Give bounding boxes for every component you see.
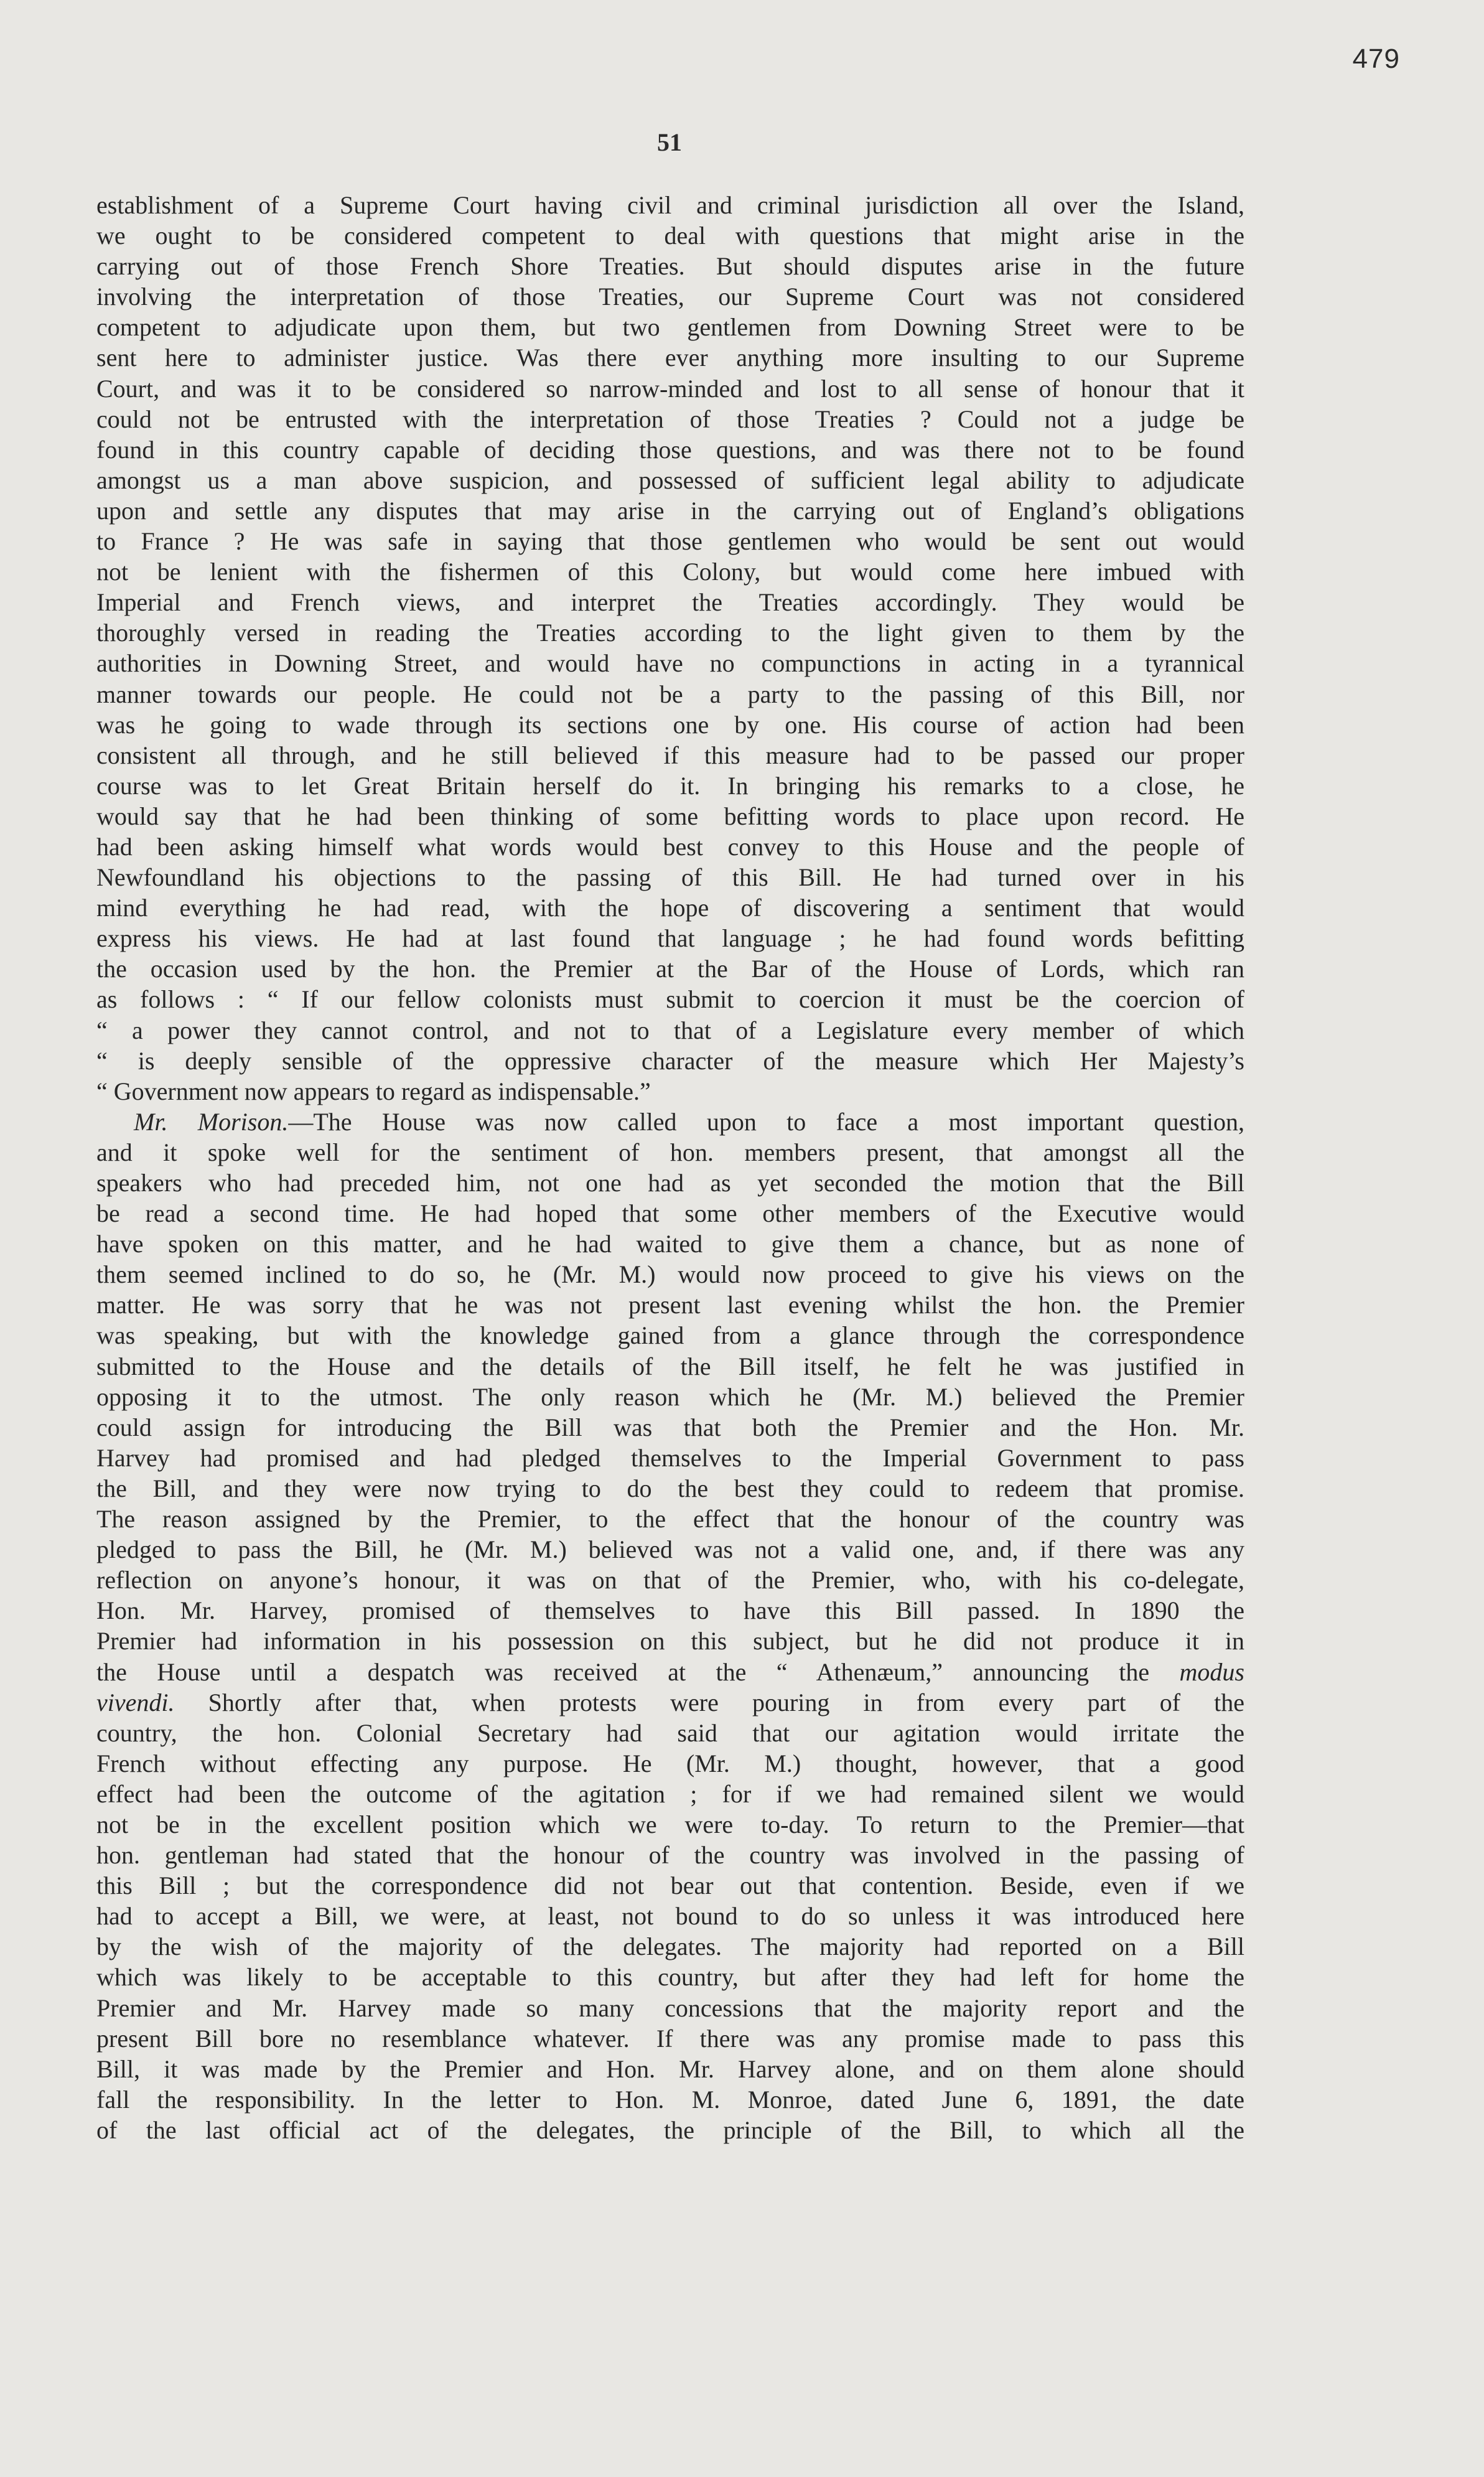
body-text [96, 190, 1244, 2145]
text-line: found in this country capable of deciding those questions, and was there not to be found [96, 435, 1244, 464]
text-line: mind everything he had read, with the hope of discovering a sentiment that would [96, 894, 1244, 922]
text-line: to France ? He was safe in saying that those gentlemen who would be sent out would [96, 527, 1244, 556]
text-line: had to accept a Bill, we were, at least, not bound to do so unless it was introduced here [96, 1902, 1244, 1931]
text-line: was speaking, but with the knowledge gained from a glance through the correspondence [96, 1321, 1244, 1350]
text-line: French without effecting any purpose. He (Mr. M.) thought, however, that a good [96, 1749, 1244, 1777]
text-line: Imperial and French views, and interpret the Treaties accordingly. They would be [96, 588, 1244, 617]
text-line: fall the responsibility. In the letter to Hon. M. Monroe, dated June 6, 1891, the date [96, 2085, 1244, 2114]
text-line: present Bill bore no resemblance whatever. If there was any promise made to pass this [96, 2024, 1244, 2053]
text-line: the Bill, and they were now trying to do the best they could to redeem that promise. [96, 1474, 1244, 1502]
text-line: which was likely to be acceptable to this country, but after they had left for home the [96, 1963, 1244, 1992]
text-line: would say that he had been thinking of some befitting words to place upon record. He [96, 802, 1244, 830]
text-line: opposing it to the utmost. The only reason which he (Mr. M.) believed the Premier [96, 1382, 1244, 1411]
printed-page-number: 51 [657, 128, 682, 156]
text-line: not be lenient with the fishermen of this Colony, but would come here imbued with [96, 558, 1244, 586]
text-line: this Bill ; but the correspondence did not bear out that contention. Beside, even if we [96, 1871, 1244, 1900]
text-line: upon and settle any disputes that may arise in the carrying out of England’s obligations [96, 496, 1244, 525]
text-line: Premier and Mr. Harvey made so many concessions that the majority report and the [96, 1993, 1244, 2022]
text-line: Premier had information in his possession on this subject, but he did not produce it in [96, 1627, 1244, 1655]
text-line: matter. He was sorry that he was not present last evening whilst the hon. the Premier [96, 1291, 1244, 1319]
text-line: Newfoundland his objections to the passing of this Bill. He had turned over in his [96, 863, 1244, 892]
text-line: establishment of a Supreme Court having civil and criminal jurisdiction all over the Island, [96, 191, 1244, 219]
text-line: could not be entrusted with the interpretation of those Treaties ? Could not a judge be [96, 405, 1244, 433]
text-line: thoroughly versed in reading the Treaties according to the light given to them by the [96, 619, 1244, 647]
text-line: vivendi. Shortly after that, when protests were pouring in from every part of the [96, 1688, 1244, 1716]
text-line: them seemed inclined to do so, he (Mr. M.) would now proceed to give his views on the [96, 1260, 1244, 1289]
text-line: “ is deeply sensible of the oppressive character of the measure which Her Majesty’s [96, 1046, 1244, 1075]
text-line: Hon. Mr. Harvey, promised of themselves to have this Bill passed. In 1890 the [96, 1596, 1244, 1625]
text-line: and it spoke well for the sentiment of hon. members present, that amongst all the [96, 1138, 1244, 1166]
text-line: the House until a despatch was received at the “ Athenæum,” announcing the modus [96, 1657, 1244, 1686]
archive-page-number: 479 [1352, 44, 1400, 74]
text-line: reflection on anyone’s honour, it was on that of the Premier, who, with his co-delegate, [96, 1566, 1244, 1594]
text-line: Bill, it was made by the Premier and Hon. Mr. Harvey alone, and on them alone should [96, 2054, 1244, 2083]
text-line: country, the hon. Colonial Secretary had said that our agitation would irritate the [96, 1718, 1244, 1747]
text-line: Harvey had promised and had pledged themselves to the Imperial Government to pass [96, 1443, 1244, 1472]
text-line: competent to adjudicate upon them, but two gentlemen from Downing Street were to be [96, 313, 1244, 342]
text-line: not be in the excellent position which we were to-day. To return to the Premier—that [96, 1810, 1244, 1838]
text-line: could assign for introducing the Bill was that both the Premier and the Hon. Mr. [96, 1413, 1244, 1441]
text-line: pledged to pass the Bill, he (Mr. M.) believed was not a valid one, and, if there was any [96, 1535, 1244, 1564]
text-line: amongst us a man above suspicion, and possessed of sufficient legal ability to adjudicate [96, 466, 1244, 494]
text-line: carrying out of those French Shore Treaties. But should disputes arise in the future [96, 252, 1244, 281]
text-line: authorities in Downing Street, and would have no compunctions in acting in a tyrannical [96, 649, 1244, 678]
text-line: consistent all through, and he still believed if this measure had to be passed our proper [96, 741, 1244, 769]
text-line: The reason assigned by the Premier, to the effect that the honour of the country was [96, 1505, 1244, 1533]
text-line: be read a second time. He had hoped that some other members of the Executive would [96, 1199, 1244, 1228]
text-line: manner towards our people. He could not be a party to the passing of this Bill, nor [96, 680, 1244, 708]
text-line: “ a power they cannot control, and not to that of a Legislature every member of which [96, 1016, 1244, 1044]
text-line: we ought to be considered competent to deal with questions that might arise in the [96, 222, 1244, 250]
text-line: speakers who had preceded him, not one had as yet seconded the motion that the Bill [96, 1169, 1244, 1197]
text-line: course was to let Great Britain herself do it. In bringing his remarks to a close, he [96, 771, 1244, 800]
text-line: involving the interpretation of those Treaties, our Supreme Court was not considered [96, 283, 1244, 311]
text-line: have spoken on this matter, and he had waited to give them a chance, but as none of [96, 1230, 1244, 1258]
text-line: by the wish of the majority of the delegates. The majority had reported on a Bill [96, 1932, 1244, 1961]
text-line: “ Government now appears to regard as indispensable.” [96, 1077, 651, 1105]
text-line: as follows : “ If our fellow colonists must submit to coercion it must be the coercion of [96, 985, 1244, 1014]
text-line: had been asking himself what words would best convey to this House and the people of [96, 832, 1244, 861]
text-line: Mr. Morison.—The House was now called upon to face a most important question, [134, 1107, 1244, 1136]
text-line: sent here to administer justice. Was there ever anything more insulting to our Supreme [96, 344, 1244, 372]
text-line: of the last official act of the delegates, the principle of the Bill, to which all the [96, 2115, 1244, 2144]
text-line: express his views. He had at last found that language ; he had found words befitting [96, 924, 1244, 953]
text-line: hon. gentleman had stated that the honour of the country was involved in the passing of [96, 1841, 1244, 1870]
text-line: Court, and was it to be considered so narrow-minded and lost to all sense of honour that it [96, 374, 1244, 403]
text-line: effect had been the outcome of the agitation ; for if we had remained silent we would [96, 1779, 1244, 1808]
text-line: the occasion used by the hon. the Premier at the Bar of the House of Lords, which ran [96, 955, 1244, 983]
text-line: was he going to wade through its sections one by one. His course of action had been [96, 710, 1244, 739]
text-line: submitted to the House and the details of the Bill itself, he felt he was justified in [96, 1352, 1244, 1380]
